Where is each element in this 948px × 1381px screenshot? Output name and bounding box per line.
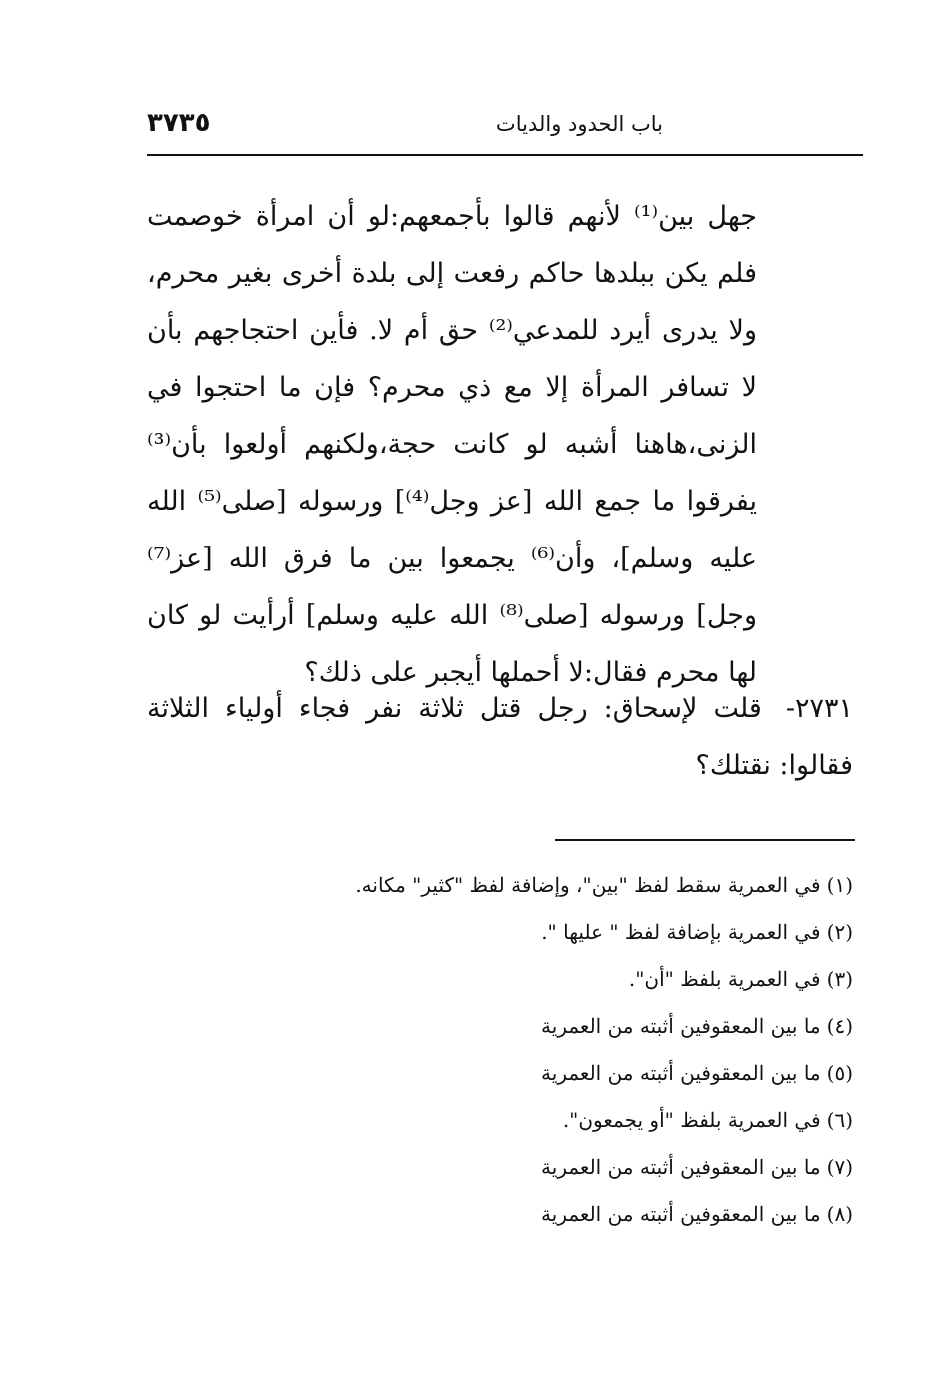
- footnote-text: ما بين المعقوفين أثبته من العمرية: [541, 1014, 821, 1038]
- body-paragraph: جهل بين⁽¹⁾ لأنهم قالوا بأجمعهم:لو أن امرأة خوصمت فلم يكن ببلدها حاكم رفعت إلى بلدة أخرى بغير محرم، ولا يدرى أيرد للمدعي⁽²⁾ حق أم لا. فأين احتجاجهم بأن لا تسافر المرأة إلا مع ذي محرم؟ فإن ما احتجوا في الزنى،هاهنا أشبه لو كانت حجة،ولكنهم أولعوا بأن⁽³⁾ يفرقوا ما جمع الله [عز وجل⁽⁴⁾] ورسوله [صلى⁽⁵⁾ الله عليه وسلم]، وأن⁽⁶⁾ يجمعوا بين ما فرق الله [عز⁽⁷⁾ وجل] ورسوله [صلى⁽⁸⁾ الله عليه وسلم] أرأيت لو كان لها محرم فقال:لا أحملها أيجبر على ذلك؟: [147, 201, 757, 688]
- footnote: [147, 1191, 853, 1238]
- footnote-text: ما بين المعقوفين أثبته من العمرية: [541, 1155, 821, 1179]
- entry-number: ٢٧٣١-: [785, 693, 853, 724]
- footnote-number: (٦): [826, 1108, 853, 1132]
- footnote: [147, 1097, 853, 1144]
- footnote: [147, 1050, 853, 1097]
- footnote-number: (١): [826, 873, 853, 897]
- page-number: ٣٧٣٥: [147, 108, 211, 138]
- footnote-number: (٥): [826, 1061, 853, 1085]
- footnote: [147, 1144, 853, 1191]
- running-title: باب الحدود والديات: [495, 112, 663, 136]
- footnote-text: في العمرية بلفظ "أن".: [628, 967, 821, 991]
- entry-2731: [147, 680, 853, 794]
- footnote-text: ما بين المعقوفين أثبته من العمرية: [541, 1061, 821, 1085]
- entry-text: قلت لإسحاق: رجل قتل ثلاثة نفر فجاء أولياء الثلاثة فقالوا: نقتلك؟: [147, 693, 853, 781]
- footnotes: [147, 862, 853, 1238]
- main-text: [147, 188, 757, 701]
- footnote: [147, 1003, 853, 1050]
- footnote-number: (٨): [826, 1202, 853, 1226]
- footnote-text: في العمرية بإضافة لفظ " عليها ".: [541, 920, 821, 944]
- footnote-number: (٢): [826, 920, 853, 944]
- footnote-number: (٣): [826, 967, 853, 991]
- footnote-rule: [555, 839, 855, 841]
- footnote: [147, 909, 853, 956]
- footnote: [147, 956, 853, 1003]
- footnote-number: (٤): [826, 1014, 853, 1038]
- header-rule: [147, 154, 863, 156]
- footnote-text: ما بين المعقوفين أثبته من العمرية: [541, 1202, 821, 1226]
- footnote-number: (٧): [826, 1155, 853, 1179]
- page-header: [147, 108, 863, 154]
- footnote-text: في العمرية بلفظ "أو يجمعون".: [562, 1108, 821, 1132]
- footnote: [147, 862, 853, 909]
- footnote-text: في العمرية سقط لفظ "بين"، وإضافة لفظ "كثير" مكانه.: [355, 873, 821, 897]
